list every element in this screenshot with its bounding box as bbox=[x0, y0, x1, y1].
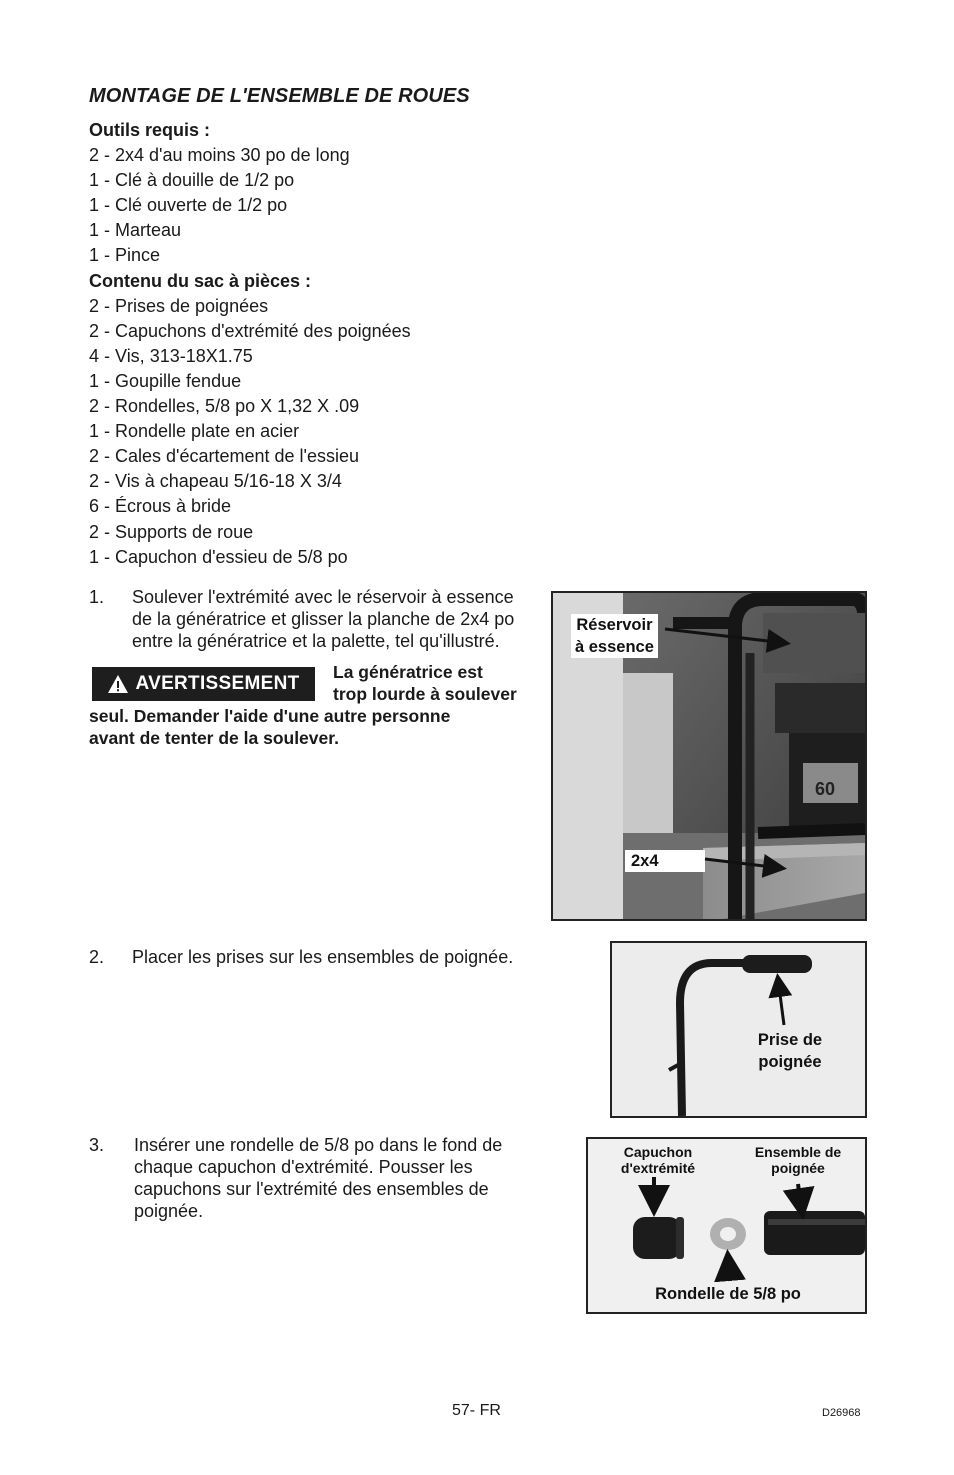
part-item: 2 - Vis à chapeau 5/16-18 X 3/4 bbox=[89, 471, 342, 492]
part-item: 2 - Capuchons d'extrémité des poignées bbox=[89, 320, 411, 341]
tool-item: 1 - Marteau bbox=[89, 220, 182, 241]
step-number: 1. bbox=[89, 587, 105, 607]
step-1 bbox=[89, 586, 549, 656]
warning-line: La génératrice est bbox=[333, 662, 483, 682]
label-line: Capuchon bbox=[623, 1144, 693, 1160]
step-line: Placer les prises sur les ensembles de poignée. bbox=[132, 947, 514, 967]
label-end-cap bbox=[608, 1144, 708, 1176]
label-line: à essence bbox=[575, 638, 654, 656]
part-item: 1 - Goupille fendue bbox=[89, 370, 242, 391]
svg-text:60: 60 bbox=[815, 779, 836, 799]
step-3 bbox=[89, 1134, 549, 1226]
part-item: 2 - Cales d'écartement de l'essieu bbox=[89, 446, 360, 467]
step-line: chaque capuchon d'extrémité. Pousser les bbox=[134, 1157, 473, 1177]
part-item: 4 - Vis, 313-18X1.75 bbox=[89, 345, 253, 366]
warning-line: seul. Demander l'aide d'une autre personne bbox=[89, 706, 451, 726]
part-item: 2 - Rondelles, 5/8 po X 1,32 X .09 bbox=[89, 396, 360, 417]
label-line: Prise de bbox=[757, 1031, 823, 1049]
tool-item: 1 - Pince bbox=[89, 245, 161, 266]
label-2x4: 2x4 bbox=[625, 850, 705, 872]
step-number: 3. bbox=[89, 1135, 105, 1155]
label-handle-assembly bbox=[738, 1144, 858, 1176]
tools-heading: Outils requis : bbox=[89, 120, 211, 140]
step-2 bbox=[89, 946, 549, 970]
warning-line: trop lourde à soulever bbox=[333, 684, 517, 704]
label-line: poignée bbox=[771, 1160, 825, 1176]
step-line: capuchons sur l'extrémité des ensembles de bbox=[134, 1179, 489, 1199]
document-code: D26968 bbox=[822, 1407, 861, 1419]
parts-lists bbox=[89, 118, 549, 570]
figure-end-cap-photo bbox=[586, 1137, 867, 1314]
part-item: 6 - Écrous à bride bbox=[89, 496, 232, 517]
step-line: Insérer une rondelle de 5/8 po dans le fond de bbox=[134, 1135, 503, 1155]
page-number: 57- FR bbox=[452, 1402, 501, 1419]
figure-generator-photo bbox=[551, 591, 867, 921]
warning-badge bbox=[92, 667, 315, 701]
step-line: de la génératrice et glisser la planche de 2x4 po bbox=[132, 609, 515, 629]
label-line: d'extrémité bbox=[620, 1160, 696, 1176]
label-handle-grip bbox=[738, 1029, 842, 1073]
step-line: Soulever l'extrémité avec le réservoir à essence bbox=[132, 587, 514, 607]
label-line: poignée bbox=[758, 1053, 822, 1071]
step-number: 2. bbox=[89, 947, 105, 967]
tool-item: 1 - Clé à douille de 1/2 po bbox=[89, 170, 295, 191]
warning-text-bottom bbox=[89, 705, 450, 749]
part-item: 1 - Capuchon d'essieu de 5/8 po bbox=[89, 546, 348, 567]
warning-badge-label: AVERTISSEMENT bbox=[135, 673, 300, 694]
part-item: 1 - Rondelle plate en acier bbox=[89, 421, 300, 442]
step-line: entre la génératrice et la palette, tel qu'illustré. bbox=[132, 631, 500, 651]
warning-triangle-icon bbox=[107, 674, 129, 694]
figure-handle-grip-photo bbox=[610, 941, 867, 1118]
warning-line: avant de tenter de la soulever. bbox=[89, 728, 339, 748]
label-line: Ensemble de bbox=[754, 1144, 842, 1160]
section-title: MONTAGE DE L'ENSEMBLE DE ROUES bbox=[89, 85, 470, 107]
parts-heading: Contenu du sac à pièces : bbox=[89, 270, 312, 291]
step-line: poignée. bbox=[134, 1201, 204, 1221]
label-washer: Rondelle de 5/8 po bbox=[655, 1285, 801, 1303]
arrow-icon bbox=[553, 593, 865, 919]
warning-text-top bbox=[333, 661, 517, 705]
tool-item: 2 - 2x4 d'au moins 30 po de long bbox=[89, 145, 350, 166]
part-item: 2 - Prises de poignées bbox=[89, 295, 269, 316]
tool-item: 1 - Clé ouverte de 1/2 po bbox=[89, 195, 288, 216]
part-item: 2 - Supports de roue bbox=[89, 521, 254, 542]
label-line: Réservoir bbox=[576, 616, 653, 634]
